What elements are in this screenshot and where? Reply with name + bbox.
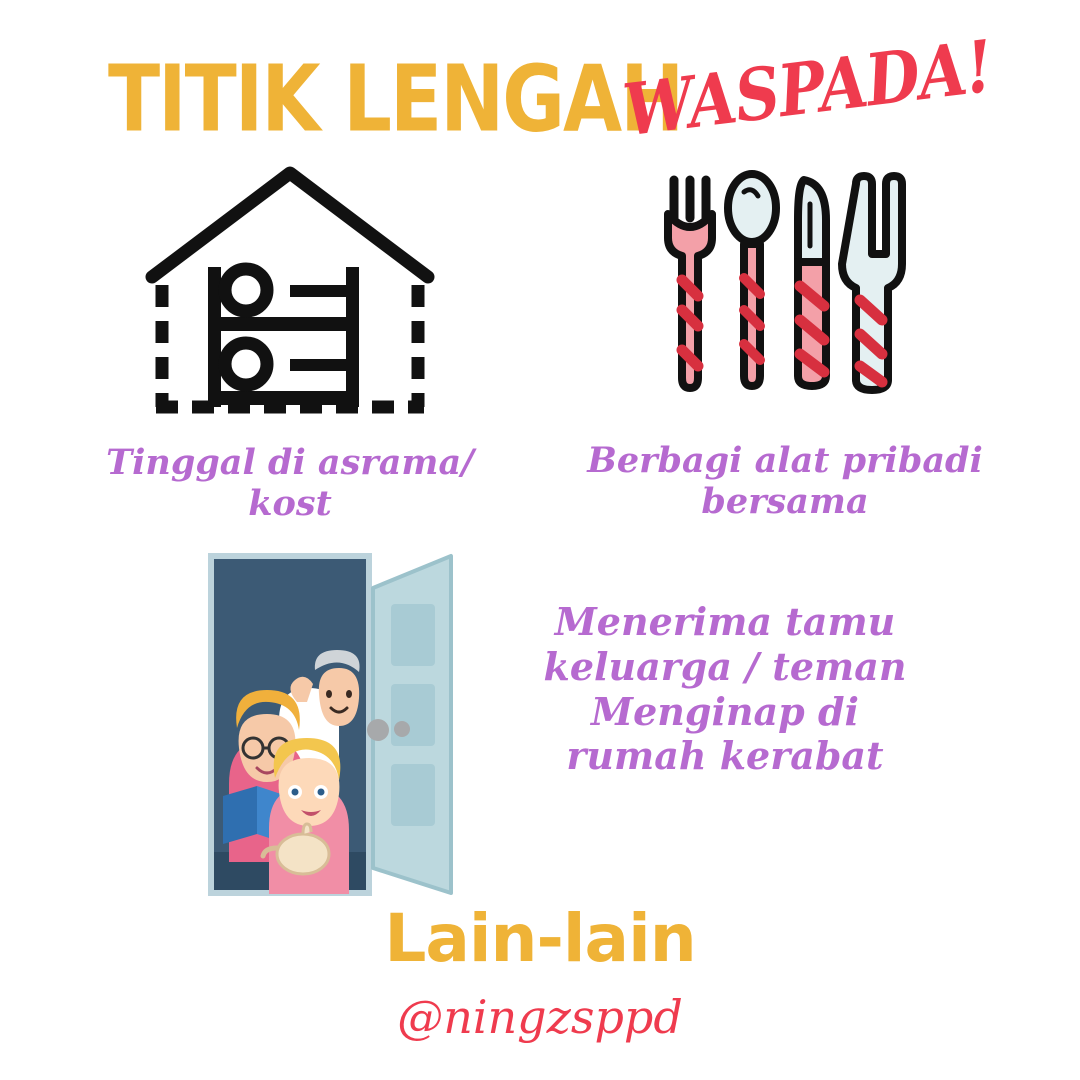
title-accent-waspada: WASPADA! [619, 24, 997, 153]
poster-header [0, 24, 1080, 154]
guest-caption-line-4: rumah kerabat [566, 733, 884, 779]
item-caption-dorm: Tinggal di asrama/ kost [106, 442, 474, 525]
guest-caption-line-3: Menginap di [591, 688, 859, 734]
guest-caption-line-2: keluarga / teman [543, 643, 907, 689]
footer-title: Lain-lain [384, 900, 696, 977]
page-title: TITIK LENGAH [108, 46, 683, 154]
item-card-cutlery [545, 150, 1025, 523]
item-card-dorm [60, 150, 520, 525]
open-door-family-illustration [205, 552, 465, 897]
item-caption-cutlery: Berbagi alat pribadi bersama [587, 440, 983, 523]
cutlery-fork-spoon-knife-icon [545, 150, 1025, 430]
item-caption-guest [490, 600, 960, 779]
account-handle: @ningzsppd [397, 990, 683, 1044]
guest-caption-line-1: Menerima tamu [554, 599, 896, 644]
bunk-bed-house-icon [60, 150, 520, 430]
